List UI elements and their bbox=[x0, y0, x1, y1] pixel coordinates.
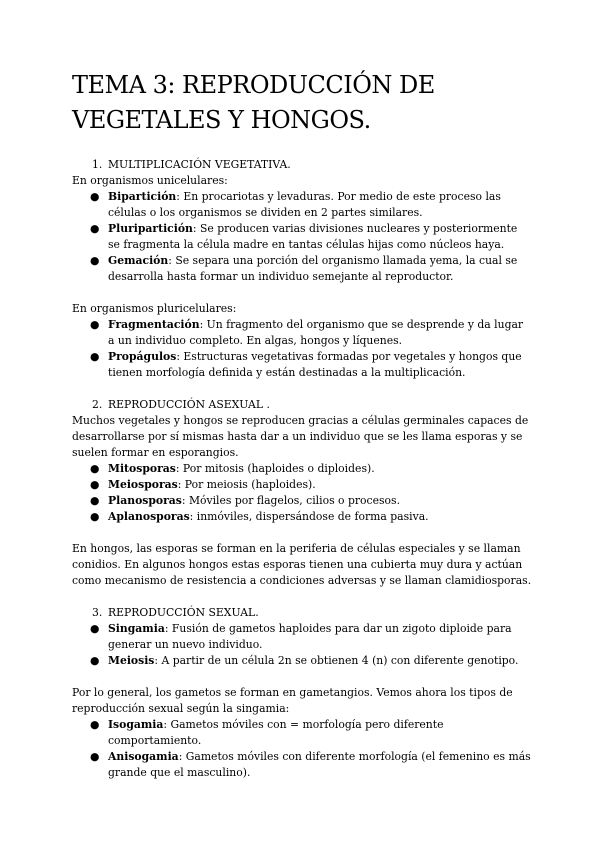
list-item bbox=[72, 349, 532, 381]
definition: : Se producen varias divisiones nucleares y posteriormente se fragmenta la célula madre en tantas células hijas como núcleos haya. bbox=[108, 222, 518, 251]
bullet-icon: ● bbox=[90, 462, 100, 475]
term: Pluripartición bbox=[108, 222, 193, 235]
term: Anisogamia bbox=[108, 750, 179, 763]
bullet-icon: ● bbox=[90, 622, 100, 635]
term: Meiosporas bbox=[108, 478, 178, 491]
bullet-list bbox=[72, 461, 532, 525]
term: Singamia bbox=[108, 622, 165, 635]
list-item bbox=[72, 477, 532, 493]
definition: : Por meiosis (haploides). bbox=[177, 478, 316, 491]
bullet-icon: ● bbox=[90, 318, 100, 331]
section-heading-text: REPRODUCCIÓN SEXUAL. bbox=[108, 606, 259, 619]
bullet-icon: ● bbox=[90, 190, 100, 203]
paragraph: En hongos, las esporas se forman en la periferia de células especiales y se llaman conidios. En algunos hongos estas esporas tienen una cubierta muy dura y actúan como mecanismo de resistencia a condiciones adversas y se llaman clamidiosporas. bbox=[72, 542, 532, 587]
term: Meiosis bbox=[108, 654, 155, 667]
list-item bbox=[72, 189, 532, 221]
list-item bbox=[72, 749, 532, 781]
list-item bbox=[72, 461, 532, 477]
list-item bbox=[72, 509, 532, 525]
paragraph: En organismos pluricelulares: bbox=[72, 302, 237, 315]
list-item bbox=[72, 653, 532, 669]
term: Isogamia bbox=[108, 718, 164, 731]
section-heading-text: REPRODUCCIÓN ASEXUAL . bbox=[108, 398, 270, 411]
section-heading bbox=[72, 397, 532, 413]
definition: : Móviles por flagelos, cilios o procesos. bbox=[181, 494, 401, 507]
page-title: TEMA 3: REPRODUCCIÓN DE VEGETALES Y HONGOS. bbox=[72, 71, 435, 134]
bullet-icon: ● bbox=[90, 350, 100, 363]
bullet-icon: ● bbox=[90, 478, 100, 491]
section-number: 2. bbox=[92, 398, 103, 411]
list-item bbox=[72, 253, 532, 285]
section-heading-text: MULTIPLICACIÓN VEGETATIVA. bbox=[108, 158, 291, 171]
section-heading bbox=[72, 605, 532, 621]
spacer bbox=[72, 589, 532, 605]
bullet-icon: ● bbox=[90, 494, 100, 507]
spacer bbox=[72, 381, 532, 397]
term: Mitosporas bbox=[108, 462, 176, 475]
list-item bbox=[72, 621, 532, 653]
term: Planosporas bbox=[108, 494, 182, 507]
term: Aplanosporas bbox=[108, 510, 190, 523]
bullet-list bbox=[72, 317, 532, 381]
paragraph: Por lo general, los gametos se forman en gametangios. Vemos ahora los tipos de reproducción sexual según la singamia: bbox=[72, 686, 513, 715]
definition: : Fusión de gametos haploides para dar un zigoto diploide para generar un nuevo individuo. bbox=[108, 622, 512, 651]
spacer bbox=[72, 525, 532, 541]
spacer bbox=[72, 669, 532, 685]
section-number: 3. bbox=[92, 606, 103, 619]
definition: : A partir de un célula 2n se obtienen 4 (n) con diferente genotipo. bbox=[154, 654, 519, 667]
document-page bbox=[72, 68, 532, 781]
definition: : inmóviles, dispersándose de forma pasiva. bbox=[189, 510, 429, 523]
list-item bbox=[72, 317, 532, 349]
term: Bipartición bbox=[108, 190, 177, 203]
bullet-icon: ● bbox=[90, 750, 100, 763]
bullet-icon: ● bbox=[90, 718, 100, 731]
definition: : Gametos móviles con diferente morfología (el femenino es más grande que el masculino). bbox=[108, 750, 531, 779]
section-number: 1. bbox=[92, 158, 103, 171]
term: Fragmentación bbox=[108, 318, 200, 331]
list-item bbox=[72, 221, 532, 253]
term: Propágulos bbox=[108, 350, 177, 363]
definition: : Un fragmento del organismo que se desprende y da lugar a un individuo completo. En algas, hongos y líquenes. bbox=[108, 318, 524, 347]
document-body bbox=[72, 157, 532, 781]
term: Gemación bbox=[108, 254, 169, 267]
bullet-icon: ● bbox=[90, 510, 100, 523]
definition: : Gametos móviles con = morfología pero diferente comportamiento. bbox=[108, 718, 444, 747]
bullet-list bbox=[72, 189, 532, 285]
spacer bbox=[72, 285, 532, 301]
bullet-icon: ● bbox=[90, 654, 100, 667]
section-heading bbox=[72, 157, 532, 173]
list-item bbox=[72, 493, 532, 509]
bullet-icon: ● bbox=[90, 222, 100, 235]
bullet-icon: ● bbox=[90, 254, 100, 267]
paragraph: Muchos vegetales y hongos se reproducen gracias a células germinales capaces de desarrollarse por sí mismas hasta dar a un individuo que se les llama esporas y se suelen formar en esporangios. bbox=[72, 414, 529, 459]
paragraph: En organismos unicelulares: bbox=[72, 174, 228, 187]
list-item bbox=[72, 717, 532, 749]
definition: : Estructuras vegetativas formadas por vegetales y hongos que tienen morfología definida y están destinadas a la multiplicación. bbox=[108, 350, 522, 379]
definition: : Se separa una porción del organismo llamada yema, la cual se desarrolla hasta formar un individuo semejante al reproductor. bbox=[108, 254, 518, 283]
definition: : En procariotas y levaduras. Por medio de este proceso las células o los organismos se dividen en 2 partes similares. bbox=[108, 190, 501, 219]
bullet-list bbox=[72, 621, 532, 669]
bullet-list bbox=[72, 717, 532, 781]
definition: : Por mitosis (haploides o diploides). bbox=[175, 462, 375, 475]
